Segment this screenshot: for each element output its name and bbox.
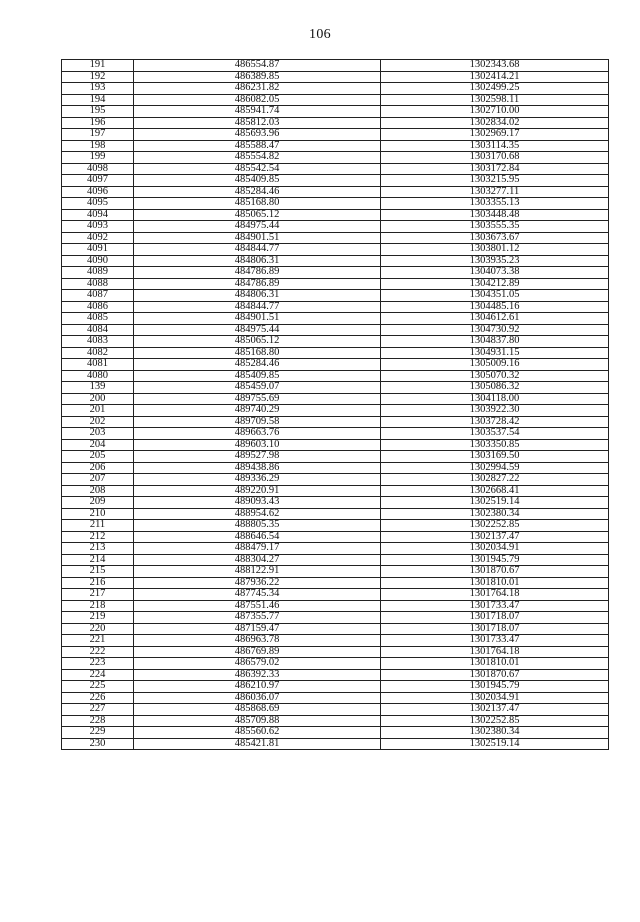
point-number-cell: 228 — [62, 715, 134, 727]
point-number-cell: 203 — [62, 428, 134, 440]
point-number-cell: 209 — [62, 497, 134, 509]
x-coordinate-cell: 485941.74 — [134, 106, 381, 118]
point-number-cell: 191 — [62, 60, 134, 72]
point-number-cell: 4092 — [62, 232, 134, 244]
table-row — [62, 94, 609, 106]
y-coordinate-cell: 1303801.12 — [381, 244, 609, 256]
table-row — [62, 612, 609, 624]
y-coordinate-cell: 1303169.50 — [381, 451, 609, 463]
point-number-cell: 229 — [62, 727, 134, 739]
x-coordinate-cell: 485812.03 — [134, 117, 381, 129]
point-number-cell: 207 — [62, 474, 134, 486]
table-row — [62, 336, 609, 348]
table-row — [62, 658, 609, 670]
table-row — [62, 347, 609, 359]
x-coordinate-cell: 484975.44 — [134, 324, 381, 336]
x-coordinate-cell: 484806.31 — [134, 290, 381, 302]
x-coordinate-cell: 486963.78 — [134, 635, 381, 647]
y-coordinate-cell: 1301810.01 — [381, 658, 609, 670]
coordinates-table — [61, 59, 609, 750]
point-number-cell: 4089 — [62, 267, 134, 279]
y-coordinate-cell: 1302969.17 — [381, 129, 609, 141]
point-number-cell: 213 — [62, 543, 134, 555]
x-coordinate-cell: 485868.69 — [134, 704, 381, 716]
x-coordinate-cell: 486231.82 — [134, 83, 381, 95]
x-coordinate-cell: 486036.07 — [134, 692, 381, 704]
table-row — [62, 531, 609, 543]
x-coordinate-cell: 485459.07 — [134, 382, 381, 394]
table-row — [62, 497, 609, 509]
y-coordinate-cell: 1304485.16 — [381, 301, 609, 313]
table-row — [62, 163, 609, 175]
point-number-cell: 220 — [62, 623, 134, 635]
x-coordinate-cell: 485588.47 — [134, 140, 381, 152]
x-coordinate-cell: 485693.96 — [134, 129, 381, 141]
table-row — [62, 232, 609, 244]
table-row — [62, 359, 609, 371]
table-row — [62, 290, 609, 302]
y-coordinate-cell: 1302343.68 — [381, 60, 609, 72]
table-row — [62, 543, 609, 555]
point-number-cell: 224 — [62, 669, 134, 681]
point-number-cell: 223 — [62, 658, 134, 670]
y-coordinate-cell: 1304612.61 — [381, 313, 609, 325]
point-number-cell: 202 — [62, 416, 134, 428]
x-coordinate-cell: 484786.89 — [134, 267, 381, 279]
point-number-cell: 201 — [62, 405, 134, 417]
table-row — [62, 589, 609, 601]
point-number-cell: 200 — [62, 393, 134, 405]
point-number-cell: 195 — [62, 106, 134, 118]
x-coordinate-cell: 485409.85 — [134, 175, 381, 187]
y-coordinate-cell: 1303215.95 — [381, 175, 609, 187]
x-coordinate-cell: 484806.31 — [134, 255, 381, 267]
table-row — [62, 439, 609, 451]
y-coordinate-cell: 1302519.14 — [381, 738, 609, 750]
x-coordinate-cell: 484844.77 — [134, 244, 381, 256]
x-coordinate-cell: 488954.62 — [134, 508, 381, 520]
coordinates-table-body — [62, 60, 609, 750]
y-coordinate-cell: 1302499.25 — [381, 83, 609, 95]
y-coordinate-cell: 1302252.85 — [381, 715, 609, 727]
y-coordinate-cell: 1301733.47 — [381, 635, 609, 647]
point-number-cell: 4095 — [62, 198, 134, 210]
y-coordinate-cell: 1303448.48 — [381, 209, 609, 221]
table-row — [62, 681, 609, 693]
y-coordinate-cell: 1301718.07 — [381, 612, 609, 624]
table-row — [62, 554, 609, 566]
x-coordinate-cell: 486210.97 — [134, 681, 381, 693]
y-coordinate-cell: 1302994.59 — [381, 462, 609, 474]
x-coordinate-cell: 485168.80 — [134, 198, 381, 210]
point-number-cell: 218 — [62, 600, 134, 612]
y-coordinate-cell: 1305009.16 — [381, 359, 609, 371]
table-row — [62, 623, 609, 635]
table-row — [62, 244, 609, 256]
x-coordinate-cell: 489220.91 — [134, 485, 381, 497]
y-coordinate-cell: 1301870.67 — [381, 566, 609, 578]
y-coordinate-cell: 1303355.13 — [381, 198, 609, 210]
point-number-cell: 212 — [62, 531, 134, 543]
table-row — [62, 117, 609, 129]
y-coordinate-cell: 1303350.85 — [381, 439, 609, 451]
y-coordinate-cell: 1304730.92 — [381, 324, 609, 336]
y-coordinate-cell: 1303172.84 — [381, 163, 609, 175]
y-coordinate-cell: 1302034.91 — [381, 543, 609, 555]
table-row — [62, 566, 609, 578]
y-coordinate-cell: 1303935.23 — [381, 255, 609, 267]
point-number-cell: 4083 — [62, 336, 134, 348]
y-coordinate-cell: 1304351.05 — [381, 290, 609, 302]
y-coordinate-cell: 1304837.80 — [381, 336, 609, 348]
x-coordinate-cell: 484844.77 — [134, 301, 381, 313]
point-number-cell: 4097 — [62, 175, 134, 187]
table-row — [62, 370, 609, 382]
x-coordinate-cell: 485284.46 — [134, 186, 381, 198]
point-number-cell: 4080 — [62, 370, 134, 382]
table-row — [62, 738, 609, 750]
y-coordinate-cell: 1302252.85 — [381, 520, 609, 532]
point-number-cell: 221 — [62, 635, 134, 647]
point-number-cell: 193 — [62, 83, 134, 95]
x-coordinate-cell: 484901.51 — [134, 313, 381, 325]
x-coordinate-cell: 486389.85 — [134, 71, 381, 83]
table-row — [62, 474, 609, 486]
x-coordinate-cell: 488122.91 — [134, 566, 381, 578]
y-coordinate-cell: 1301764.18 — [381, 589, 609, 601]
point-number-cell: 217 — [62, 589, 134, 601]
x-coordinate-cell: 486579.02 — [134, 658, 381, 670]
y-coordinate-cell: 1302827.22 — [381, 474, 609, 486]
table-row — [62, 646, 609, 658]
table-row — [62, 198, 609, 210]
x-coordinate-cell: 489709.58 — [134, 416, 381, 428]
y-coordinate-cell: 1303673.67 — [381, 232, 609, 244]
point-number-cell: 198 — [62, 140, 134, 152]
table-row — [62, 508, 609, 520]
table-row — [62, 635, 609, 647]
y-coordinate-cell: 1301764.18 — [381, 646, 609, 658]
table-row — [62, 692, 609, 704]
point-number-cell: 211 — [62, 520, 134, 532]
x-coordinate-cell: 488646.54 — [134, 531, 381, 543]
point-number-cell: 205 — [62, 451, 134, 463]
point-number-cell: 226 — [62, 692, 134, 704]
point-number-cell: 208 — [62, 485, 134, 497]
y-coordinate-cell: 1302380.34 — [381, 727, 609, 739]
table-row — [62, 71, 609, 83]
x-coordinate-cell: 488479.17 — [134, 543, 381, 555]
table-row — [62, 175, 609, 187]
point-number-cell: 197 — [62, 129, 134, 141]
point-number-cell: 214 — [62, 554, 134, 566]
table-row — [62, 416, 609, 428]
x-coordinate-cell: 489740.29 — [134, 405, 381, 417]
table-row — [62, 704, 609, 716]
y-coordinate-cell: 1302414.21 — [381, 71, 609, 83]
y-coordinate-cell: 1302380.34 — [381, 508, 609, 520]
table-row — [62, 106, 609, 118]
point-number-cell: 225 — [62, 681, 134, 693]
table-row — [62, 221, 609, 233]
x-coordinate-cell: 487355.77 — [134, 612, 381, 624]
y-coordinate-cell: 1304073.38 — [381, 267, 609, 279]
y-coordinate-cell: 1304212.89 — [381, 278, 609, 290]
x-coordinate-cell: 485284.46 — [134, 359, 381, 371]
x-coordinate-cell: 487936.22 — [134, 577, 381, 589]
y-coordinate-cell: 1301945.79 — [381, 681, 609, 693]
table-row — [62, 129, 609, 141]
point-number-cell: 4094 — [62, 209, 134, 221]
table-row — [62, 485, 609, 497]
point-number-cell: 222 — [62, 646, 134, 658]
point-number-cell: 4084 — [62, 324, 134, 336]
table-row — [62, 727, 609, 739]
y-coordinate-cell: 1301945.79 — [381, 554, 609, 566]
y-coordinate-cell: 1302137.47 — [381, 531, 609, 543]
x-coordinate-cell: 484786.89 — [134, 278, 381, 290]
y-coordinate-cell: 1303277.11 — [381, 186, 609, 198]
table-row — [62, 577, 609, 589]
point-number-cell: 199 — [62, 152, 134, 164]
table-row — [62, 405, 609, 417]
table-row — [62, 152, 609, 164]
x-coordinate-cell: 487551.46 — [134, 600, 381, 612]
point-number-cell: 230 — [62, 738, 134, 750]
point-number-cell: 4085 — [62, 313, 134, 325]
y-coordinate-cell: 1302598.11 — [381, 94, 609, 106]
table-row — [62, 255, 609, 267]
y-coordinate-cell: 1302668.41 — [381, 485, 609, 497]
table-row — [62, 324, 609, 336]
point-number-cell: 4096 — [62, 186, 134, 198]
x-coordinate-cell: 487745.34 — [134, 589, 381, 601]
point-number-cell: 194 — [62, 94, 134, 106]
y-coordinate-cell: 1302137.47 — [381, 704, 609, 716]
x-coordinate-cell: 489603.10 — [134, 439, 381, 451]
y-coordinate-cell: 1303922.30 — [381, 405, 609, 417]
table-row — [62, 301, 609, 313]
table-row — [62, 669, 609, 681]
table-row — [62, 462, 609, 474]
point-number-cell: 4088 — [62, 278, 134, 290]
table-row — [62, 278, 609, 290]
x-coordinate-cell: 487159.47 — [134, 623, 381, 635]
point-number-cell: 216 — [62, 577, 134, 589]
x-coordinate-cell: 486392.33 — [134, 669, 381, 681]
point-number-cell: 210 — [62, 508, 134, 520]
table-row — [62, 715, 609, 727]
point-number-cell: 4093 — [62, 221, 134, 233]
page-number: 106 — [309, 27, 331, 42]
x-coordinate-cell: 489527.98 — [134, 451, 381, 463]
x-coordinate-cell: 485168.80 — [134, 347, 381, 359]
point-number-cell: 4098 — [62, 163, 134, 175]
point-number-cell: 192 — [62, 71, 134, 83]
x-coordinate-cell: 488805.35 — [134, 520, 381, 532]
table-row — [62, 267, 609, 279]
x-coordinate-cell: 489336.29 — [134, 474, 381, 486]
point-number-cell: 204 — [62, 439, 134, 451]
point-number-cell: 4086 — [62, 301, 134, 313]
table-row — [62, 382, 609, 394]
x-coordinate-cell: 485709.88 — [134, 715, 381, 727]
point-number-cell: 139 — [62, 382, 134, 394]
y-coordinate-cell: 1301733.47 — [381, 600, 609, 612]
x-coordinate-cell: 489093.43 — [134, 497, 381, 509]
x-coordinate-cell: 485409.85 — [134, 370, 381, 382]
y-coordinate-cell: 1303114.35 — [381, 140, 609, 152]
point-number-cell: 4091 — [62, 244, 134, 256]
table-row — [62, 60, 609, 72]
y-coordinate-cell: 1303728.42 — [381, 416, 609, 428]
y-coordinate-cell: 1302519.14 — [381, 497, 609, 509]
point-number-cell: 4090 — [62, 255, 134, 267]
table-row — [62, 209, 609, 221]
x-coordinate-cell: 486769.89 — [134, 646, 381, 658]
x-coordinate-cell: 485065.12 — [134, 336, 381, 348]
y-coordinate-cell: 1305086.32 — [381, 382, 609, 394]
y-coordinate-cell: 1301718.07 — [381, 623, 609, 635]
y-coordinate-cell: 1301870.67 — [381, 669, 609, 681]
table-row — [62, 428, 609, 440]
y-coordinate-cell: 1305070.32 — [381, 370, 609, 382]
x-coordinate-cell: 485421.81 — [134, 738, 381, 750]
x-coordinate-cell: 489438.86 — [134, 462, 381, 474]
y-coordinate-cell: 1304118.00 — [381, 393, 609, 405]
point-number-cell: 4081 — [62, 359, 134, 371]
point-number-cell: 227 — [62, 704, 134, 716]
point-number-cell: 4087 — [62, 290, 134, 302]
x-coordinate-cell: 486082.05 — [134, 94, 381, 106]
table-row — [62, 600, 609, 612]
table-row — [62, 393, 609, 405]
point-number-cell: 215 — [62, 566, 134, 578]
x-coordinate-cell: 485554.82 — [134, 152, 381, 164]
table-row — [62, 140, 609, 152]
point-number-cell: 219 — [62, 612, 134, 624]
y-coordinate-cell: 1303555.35 — [381, 221, 609, 233]
y-coordinate-cell: 1303537.54 — [381, 428, 609, 440]
x-coordinate-cell: 485542.54 — [134, 163, 381, 175]
x-coordinate-cell: 486554.87 — [134, 60, 381, 72]
y-coordinate-cell: 1302834.02 — [381, 117, 609, 129]
x-coordinate-cell: 484901.51 — [134, 232, 381, 244]
table-row — [62, 83, 609, 95]
table-row — [62, 186, 609, 198]
x-coordinate-cell: 489755.69 — [134, 393, 381, 405]
table-row — [62, 451, 609, 463]
y-coordinate-cell: 1302034.91 — [381, 692, 609, 704]
x-coordinate-cell: 484975.44 — [134, 221, 381, 233]
y-coordinate-cell: 1302710.00 — [381, 106, 609, 118]
table-row — [62, 520, 609, 532]
point-number-cell: 206 — [62, 462, 134, 474]
x-coordinate-cell: 485560.62 — [134, 727, 381, 739]
x-coordinate-cell: 488304.27 — [134, 554, 381, 566]
y-coordinate-cell: 1304931.15 — [381, 347, 609, 359]
y-coordinate-cell: 1301810.01 — [381, 577, 609, 589]
x-coordinate-cell: 485065.12 — [134, 209, 381, 221]
point-number-cell: 196 — [62, 117, 134, 129]
y-coordinate-cell: 1303170.68 — [381, 152, 609, 164]
x-coordinate-cell: 489663.76 — [134, 428, 381, 440]
point-number-cell: 4082 — [62, 347, 134, 359]
table-row — [62, 313, 609, 325]
